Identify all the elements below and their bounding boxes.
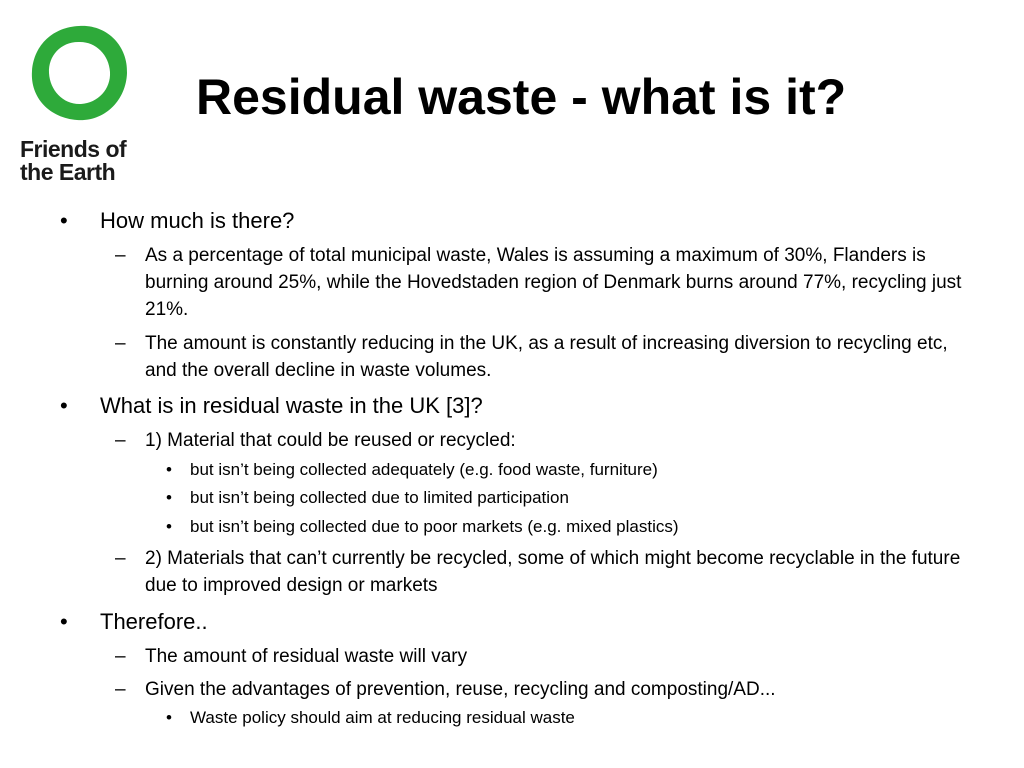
logo-text-line-2: the Earth bbox=[20, 159, 116, 185]
logo-text-line-1: Friends of bbox=[20, 136, 127, 162]
logo-ring-icon bbox=[24, 18, 134, 128]
sub-bullet-text: As a percentage of total municipal waste, Wales is assuming a maximum of 30%, Flanders is burning around 25%, while the Hovedstaden region of Denmark burns around 77%, recycling just 21%. bbox=[145, 245, 962, 320]
sub-bullet-text: The amount of residual waste will vary bbox=[145, 646, 468, 667]
dash-marker: – bbox=[115, 245, 126, 266]
sub-bullet-text: 1) Material that could be reused or recycled: bbox=[145, 430, 516, 451]
bullet-marker: • bbox=[60, 208, 68, 233]
dash-marker: – bbox=[115, 548, 126, 569]
sub-bullet-text: Given the advantages of prevention, reuse, recycling and composting/AD... bbox=[145, 679, 776, 700]
small-bullet-marker: • bbox=[166, 517, 172, 536]
bullet-text: What is in residual waste in the UK [3]? bbox=[100, 393, 483, 418]
bullet-text: Therefore.. bbox=[100, 609, 208, 634]
dash-marker: – bbox=[115, 679, 126, 700]
sub-bullet-text: The amount is constantly reducing in the UK, as a result of increasing diversion to recycling etc, and the overall decline in waste volumes. bbox=[145, 333, 948, 381]
sub-bullet-text: 2) Materials that can’t currently be recycled, some of which might become recyclable in the future due to improved design or markets bbox=[145, 548, 961, 596]
sub-sub-bullet-text: Waste policy should aim at reducing residual waste bbox=[190, 708, 575, 727]
dash-marker: – bbox=[115, 333, 126, 354]
sub-sub-bullet-text: but isn’t being collected due to limited participation bbox=[190, 488, 569, 507]
bullet-marker: • bbox=[60, 393, 68, 418]
sub-sub-bullet-text: but isn’t being collected adequately (e.g. food waste, furniture) bbox=[190, 460, 658, 479]
bullet-marker: • bbox=[60, 609, 68, 634]
friends-of-the-earth-logo bbox=[18, 18, 143, 188]
dash-marker: – bbox=[115, 430, 126, 451]
small-bullet-marker: • bbox=[166, 460, 172, 479]
bullet-text: How much is there? bbox=[100, 208, 295, 233]
dash-marker: – bbox=[115, 646, 126, 667]
sub-sub-bullet-text: but isn’t being collected due to poor markets (e.g. mixed plastics) bbox=[190, 517, 679, 536]
small-bullet-marker: • bbox=[166, 708, 172, 727]
slide-title: Residual waste - what is it? bbox=[196, 69, 847, 125]
small-bullet-marker: • bbox=[166, 488, 172, 507]
logo-wordmark bbox=[20, 138, 126, 184]
